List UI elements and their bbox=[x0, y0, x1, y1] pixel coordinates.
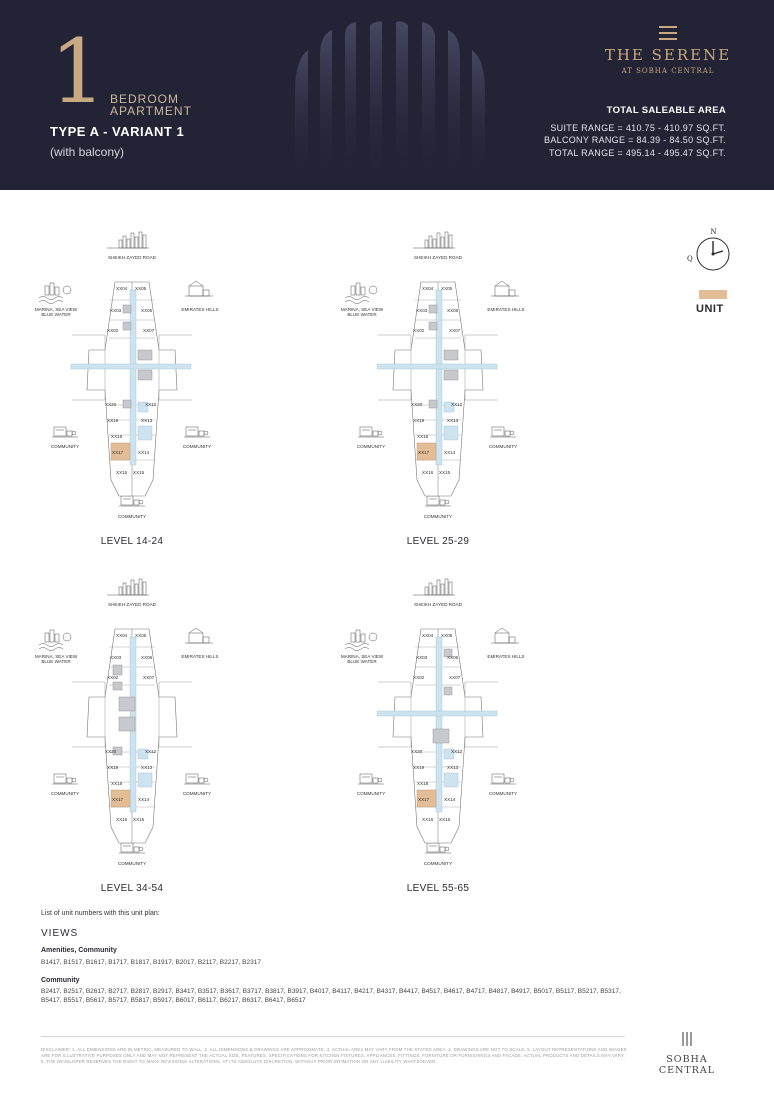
unit-label-xx12: XX12 bbox=[451, 749, 463, 754]
unit-label-xx20: XX20 bbox=[411, 749, 423, 754]
lift-core bbox=[444, 350, 458, 360]
brand-logo bbox=[600, 26, 736, 75]
emirates-hills-icon bbox=[185, 628, 213, 643]
floor-plan-2 bbox=[333, 230, 543, 550]
unit-label-xx04: XX04 bbox=[116, 633, 128, 638]
plan-label-left-top-1: MARINA, SEA VIEW bbox=[34, 654, 78, 659]
lift-core bbox=[123, 305, 131, 313]
plan-label-left-top-1: MARINA, SEA VIEW bbox=[340, 654, 384, 659]
unit-label-xx04: XX04 bbox=[422, 633, 434, 638]
unit-label-xx06: XX06 bbox=[141, 655, 153, 660]
brand-subtitle: AT SOBHA CENTRAL bbox=[621, 67, 715, 75]
bedroom-line-2: APARTMENT bbox=[110, 104, 192, 118]
unit-label-xx17: XX17 bbox=[112, 450, 124, 455]
level-label: LEVEL 55-65 bbox=[406, 883, 470, 894]
lift-core bbox=[113, 682, 122, 690]
plan-label-left-mid: COMMUNITY bbox=[356, 791, 386, 796]
skyline-icon bbox=[413, 579, 455, 595]
unit-label-xx13: XX13 bbox=[141, 418, 153, 423]
unit-label-xx19: XX19 bbox=[413, 765, 425, 770]
unit-label-xx02: XX02 bbox=[413, 328, 425, 333]
floor-plan-drawing bbox=[333, 577, 543, 877]
skyline-icon bbox=[107, 579, 149, 595]
unit-label-xx19: XX19 bbox=[107, 418, 119, 423]
unit-label-xx13: XX13 bbox=[141, 765, 153, 770]
plan-label-top: SHEIKH ZAYED ROAD bbox=[414, 602, 462, 607]
unit-label-xx15: XX15 bbox=[439, 817, 451, 822]
plan-label-right-top: EMIRATES HILLS bbox=[487, 307, 525, 312]
plan-label-top: SHEIKH ZAYED ROAD bbox=[414, 255, 462, 260]
balcony-range: BALCONY RANGE = 84.39 - 84.50 SQ.FT. bbox=[544, 135, 726, 145]
unit-label-xx15: XX15 bbox=[133, 817, 145, 822]
community-right-icon bbox=[490, 774, 516, 784]
lift-core bbox=[429, 400, 437, 408]
community-right-icon bbox=[184, 427, 210, 437]
unit-label-xx18: XX18 bbox=[417, 781, 429, 786]
plan-label-top: SHEIKH ZAYED ROAD bbox=[108, 602, 156, 607]
unit-label-xx19: XX19 bbox=[107, 765, 119, 770]
plan-label-left-top-2: BLUE WATER bbox=[347, 312, 377, 317]
unit-label-xx06: XX06 bbox=[447, 655, 459, 660]
lift-core bbox=[433, 729, 449, 743]
lift-core bbox=[429, 322, 437, 330]
unit-label-xx16: XX16 bbox=[422, 817, 434, 822]
unit-label-xx04: XX04 bbox=[116, 286, 128, 291]
footer-brand-name: SOBHA CENTRAL bbox=[658, 1054, 716, 1076]
lift-core bbox=[119, 697, 135, 711]
unit-label-xx14: XX14 bbox=[444, 450, 456, 455]
lift-core bbox=[429, 305, 437, 313]
unit-label-xx14: XX14 bbox=[138, 450, 150, 455]
unit-label-xx07: XX07 bbox=[449, 675, 461, 680]
lift-core bbox=[123, 400, 131, 408]
unit-label-xx07: XX07 bbox=[449, 328, 461, 333]
unit-label-xx13: XX13 bbox=[447, 765, 459, 770]
unit-label-xx05: XX05 bbox=[135, 633, 147, 638]
marina-icon bbox=[345, 283, 377, 304]
community-bottom-icon bbox=[425, 843, 451, 853]
corridor-cross bbox=[377, 364, 497, 369]
unit-label-xx02: XX02 bbox=[107, 328, 119, 333]
community-left-icon bbox=[358, 427, 384, 437]
plan-label-left-mid: COMMUNITY bbox=[50, 444, 80, 449]
unit-label-xx05: XX05 bbox=[441, 286, 453, 291]
unit-label-xx18: XX18 bbox=[111, 434, 123, 439]
community-left-icon bbox=[358, 774, 384, 784]
unit-label-xx04: XX04 bbox=[422, 286, 434, 291]
floor-plan-drawing bbox=[27, 230, 237, 530]
marina-icon bbox=[39, 630, 71, 651]
bedroom-count: 1 bbox=[50, 20, 104, 123]
floor-plan-drawing bbox=[333, 230, 543, 530]
plan-label-right-top: EMIRATES HILLS bbox=[487, 654, 525, 659]
community-left-icon bbox=[52, 774, 78, 784]
unit-label-xx16: XX16 bbox=[116, 817, 128, 822]
plan-label-right-mid: COMMUNITY bbox=[488, 444, 518, 449]
stair-shaft bbox=[138, 426, 152, 440]
group-community-units: B2417, B2517, B2617, B2717, B2817, B2917, B3417, B3517, B3617, B3717, B3817, B3917, B4017, B4117, B4217, B4317, B4417, B4517, B4617, B4717, B4817, B4917, B5017, B5117, B5217, B5317, B5417, B5517, B5617, B5717, B5817, B5917, B6017, B6117, B6217, B6317, B6417, B6517 bbox=[41, 988, 621, 1005]
unit-list-intro: List of unit numbers with this unit plan: bbox=[41, 910, 160, 917]
unit-label-xx20: XX20 bbox=[105, 402, 117, 407]
floor-plan-drawing bbox=[27, 577, 237, 877]
level-label: LEVEL 14-24 bbox=[100, 536, 164, 547]
corridor-cross bbox=[71, 364, 191, 369]
unit-legend-swatch bbox=[699, 290, 727, 299]
community-right-icon bbox=[184, 774, 210, 784]
floor-plan-1 bbox=[27, 230, 237, 550]
unit-label-xx14: XX14 bbox=[138, 797, 150, 802]
level-label: LEVEL 34-54 bbox=[100, 883, 164, 894]
plan-label-bottom: COMMUNITY bbox=[117, 861, 147, 866]
compass-q: Q bbox=[687, 255, 693, 263]
unit-label-xx20: XX20 bbox=[105, 749, 117, 754]
group-community-title: Community bbox=[41, 977, 80, 984]
unit-label-xx17: XX17 bbox=[418, 797, 430, 802]
unit-label-xx05: XX05 bbox=[135, 286, 147, 291]
unit-label-xx12: XX12 bbox=[145, 402, 157, 407]
unit-label-xx07: XX07 bbox=[143, 328, 155, 333]
unit-label-xx13: XX13 bbox=[447, 418, 459, 423]
plan-label-top: SHEIKH ZAYED ROAD bbox=[108, 255, 156, 260]
level-label: LEVEL 25-29 bbox=[406, 536, 470, 547]
footer-brand bbox=[638, 1031, 736, 1076]
plan-label-right-top: EMIRATES HILLS bbox=[181, 307, 219, 312]
area-title: TOTAL SALEABLE AREA bbox=[606, 105, 726, 116]
menu-bars-logo-icon bbox=[659, 26, 677, 40]
unit-label-xx18: XX18 bbox=[417, 434, 429, 439]
plan-label-left-top-2: BLUE WATER bbox=[347, 659, 377, 664]
community-bottom-icon bbox=[425, 496, 451, 506]
plan-label-left-top-1: MARINA, SEA VIEW bbox=[34, 307, 78, 312]
unit-label-xx06: XX06 bbox=[141, 308, 153, 313]
unit-label-xx17: XX17 bbox=[418, 450, 430, 455]
unit-label-xx05: XX05 bbox=[441, 633, 453, 638]
plan-label-right-top: EMIRATES HILLS bbox=[181, 654, 219, 659]
type-title: TYPE A - VARIANT 1 bbox=[50, 124, 185, 139]
building-silhouette-graphic bbox=[290, 20, 490, 190]
community-right-icon bbox=[490, 427, 516, 437]
unit-label-xx18: XX18 bbox=[111, 781, 123, 786]
community-bottom-icon bbox=[119, 843, 145, 853]
plan-label-left-mid: COMMUNITY bbox=[356, 444, 386, 449]
corridor bbox=[436, 637, 442, 812]
suite-range: SUITE RANGE = 410.75 - 410.97 SQ.FT. bbox=[550, 122, 726, 133]
marina-icon bbox=[345, 630, 377, 651]
emirates-hills-icon bbox=[185, 281, 213, 296]
unit-label-xx17: XX17 bbox=[112, 797, 124, 802]
stair-shaft bbox=[138, 773, 152, 787]
stair-shaft bbox=[444, 773, 458, 787]
plan-label-bottom: COMMUNITY bbox=[117, 514, 147, 519]
lift-core bbox=[123, 322, 131, 330]
stair-shaft bbox=[444, 426, 458, 440]
type-subtitle: (with balcony) bbox=[50, 145, 125, 159]
views-title: VIEWS bbox=[41, 928, 79, 939]
brand-name: THE SERENE bbox=[604, 46, 732, 64]
lift-core bbox=[138, 350, 152, 360]
unit-label-xx12: XX12 bbox=[451, 402, 463, 407]
unit-label-xx03: XX03 bbox=[110, 655, 122, 660]
footer-divider bbox=[41, 1036, 625, 1037]
plan-label-left-mid: COMMUNITY bbox=[50, 791, 80, 796]
unit-label-xx07: XX07 bbox=[143, 675, 155, 680]
plan-label-left-top-2: BLUE WATER bbox=[41, 312, 71, 317]
emirates-hills-icon bbox=[491, 281, 519, 296]
corridor bbox=[130, 290, 136, 465]
unit-label-xx03: XX03 bbox=[110, 308, 122, 313]
plan-label-right-mid: COMMUNITY bbox=[488, 791, 518, 796]
compass-north: N bbox=[710, 228, 717, 236]
community-left-icon bbox=[52, 427, 78, 437]
unit-label-xx12: XX12 bbox=[145, 749, 157, 754]
unit-label-xx02: XX02 bbox=[413, 675, 425, 680]
plan-label-bottom: COMMUNITY bbox=[423, 861, 453, 866]
plan-label-left-top-1: MARINA, SEA VIEW bbox=[340, 307, 384, 312]
unit-label-xx19: XX19 bbox=[413, 418, 425, 423]
emirates-hills-icon bbox=[491, 628, 519, 643]
plan-label-right-mid: COMMUNITY bbox=[182, 791, 212, 796]
unit-label-xx03: XX03 bbox=[416, 308, 428, 313]
skyline-icon bbox=[107, 232, 149, 248]
unit-label-xx15: XX15 bbox=[133, 470, 145, 475]
plan-label-left-top-2: BLUE WATER bbox=[41, 659, 71, 664]
unit-label-xx02: XX02 bbox=[107, 675, 119, 680]
sobha-logo-icon bbox=[680, 1031, 694, 1047]
unit-label-xx15: XX15 bbox=[439, 470, 451, 475]
disclaimer: DISCLAIMER: 1. ALL DIMENSIONS ARE IN METRIC, MEASURED TO WALL. 2. ALL DIMENSIONS & DRAWINGS ARE APPROXIMATE. 3. ACTUAL AREA MAY VARY FROM THE STATED AREA. 4. DRAWINGS ARE NOT TO SCALE. 5. LAYOUT REPRESENTATIONS AND IMAGES ARE FOR ILLUSTRATIVE PURPOSES ONLY AND MAY NOT REPRESENT THE ACTUAL SIZE, FEATURES, SPECIFICATIONS FOR KITCHEN FIXTURES, APPLIANCES, FITTINGS, FURNITURE OR FURNISHINGS AND FACADE. ACTUAL PRODUCTS AND DETAILS MAY VARY. 6. THE DEVELOPER RESERVES THE RIGHT TO MAKE REVISIONS/ ALTERATIONS, AT ITS ABSOLUTE DISCRETION, WITHOUT PRIOR INTIMATION OR ANY LIABILITY WHATSOEVER. bbox=[41, 1047, 627, 1064]
floor-plan-3 bbox=[27, 577, 237, 897]
floor-plan-4 bbox=[333, 577, 543, 897]
community-bottom-icon bbox=[119, 496, 145, 506]
bedroom-type-label bbox=[110, 93, 192, 117]
unit-label-xx14: XX14 bbox=[444, 797, 456, 802]
corridor bbox=[436, 290, 442, 465]
unit-label-xx03: XX03 bbox=[416, 655, 428, 660]
lift-core bbox=[138, 370, 152, 380]
group-amenities-title: Amenities, Community bbox=[41, 947, 117, 954]
plan-label-bottom: COMMUNITY bbox=[423, 514, 453, 519]
group-amenities-units: B1417, B1517, B1617, B1717, B1817, B1917, B2017, B2117, B2217, B2317 bbox=[41, 959, 261, 966]
lift-core bbox=[113, 665, 122, 675]
unit-label-xx16: XX16 bbox=[422, 470, 434, 475]
plan-label-right-mid: COMMUNITY bbox=[182, 444, 212, 449]
bedroom-line-1: BEDROOM bbox=[110, 92, 180, 106]
header-banner bbox=[0, 0, 774, 190]
saleable-area-block bbox=[544, 105, 726, 159]
unit-legend-label: UNIT bbox=[696, 303, 724, 315]
skyline-icon bbox=[413, 232, 455, 248]
marina-icon bbox=[39, 283, 71, 304]
unit-label-xx16: XX16 bbox=[116, 470, 128, 475]
lift-core bbox=[444, 687, 452, 695]
unit-label-xx20: XX20 bbox=[411, 402, 423, 407]
unit-label-xx06: XX06 bbox=[447, 308, 459, 313]
compass-icon bbox=[686, 228, 734, 276]
lift-core bbox=[444, 370, 458, 380]
corridor-cross bbox=[377, 711, 497, 716]
lift-core bbox=[119, 717, 135, 731]
total-range: TOTAL RANGE = 495.14 - 495.47 SQ.FT. bbox=[549, 147, 726, 158]
